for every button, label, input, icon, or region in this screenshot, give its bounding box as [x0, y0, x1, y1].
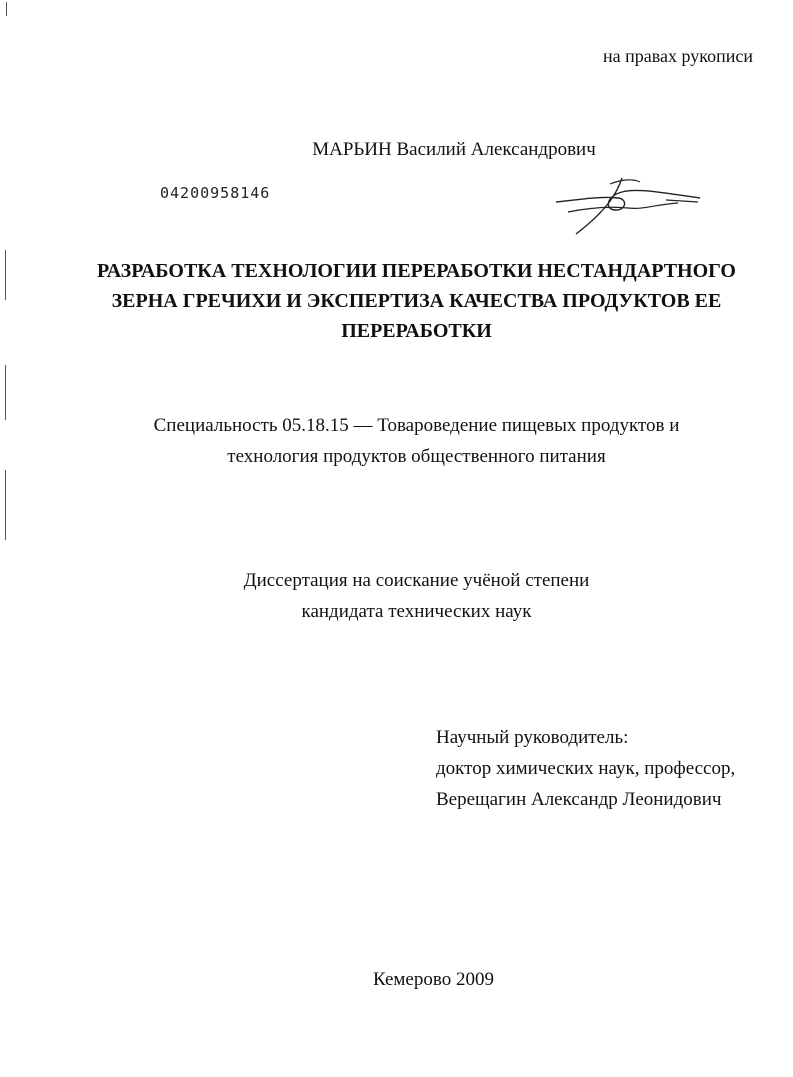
title-line: ЗЕРНА ГРЕЧИХИ И ЭКСПЕРТИЗА КАЧЕСТВА ПРОДУКТОВ ЕЕ: [111, 290, 722, 312]
scan-artifact: [5, 250, 6, 300]
title-line: ПЕРЕРАБОТКИ: [341, 320, 492, 342]
scan-artifact: [6, 2, 7, 16]
advisor-name: Верещагин Александр Леонидович: [436, 789, 722, 810]
scientific-advisor: [436, 722, 735, 815]
signature-icon: [548, 170, 708, 240]
library-stamp-code: 04200958146: [160, 184, 271, 202]
dissertation-title: [60, 256, 773, 346]
degree-line: кандидата технических наук: [301, 601, 532, 622]
degree-line: Диссертация на соискание учёной степени: [243, 570, 590, 591]
rights-note: на правах рукописи: [603, 46, 753, 66]
city-year: Кемерово 2009: [373, 969, 494, 990]
advisor-label: Научный руководитель:: [436, 727, 629, 748]
specialty-line: технология продуктов общественного питания: [227, 446, 606, 467]
author-name: МАРЬИН Василий Александрович: [312, 139, 596, 160]
advisor-degree: доктор химических наук, профессор,: [436, 758, 736, 779]
scan-artifact: [5, 365, 6, 420]
title-line: РАЗРАБОТКА ТЕХНОЛОГИИ ПЕРЕРАБОТКИ НЕСТАНДАРТНОГО: [97, 260, 736, 282]
degree-statement: [60, 565, 773, 627]
scan-artifact: [5, 470, 6, 540]
specialty: [60, 410, 773, 472]
specialty-line: Специальность 05.18.15 — Товароведение пищевых продуктов и: [153, 415, 680, 436]
